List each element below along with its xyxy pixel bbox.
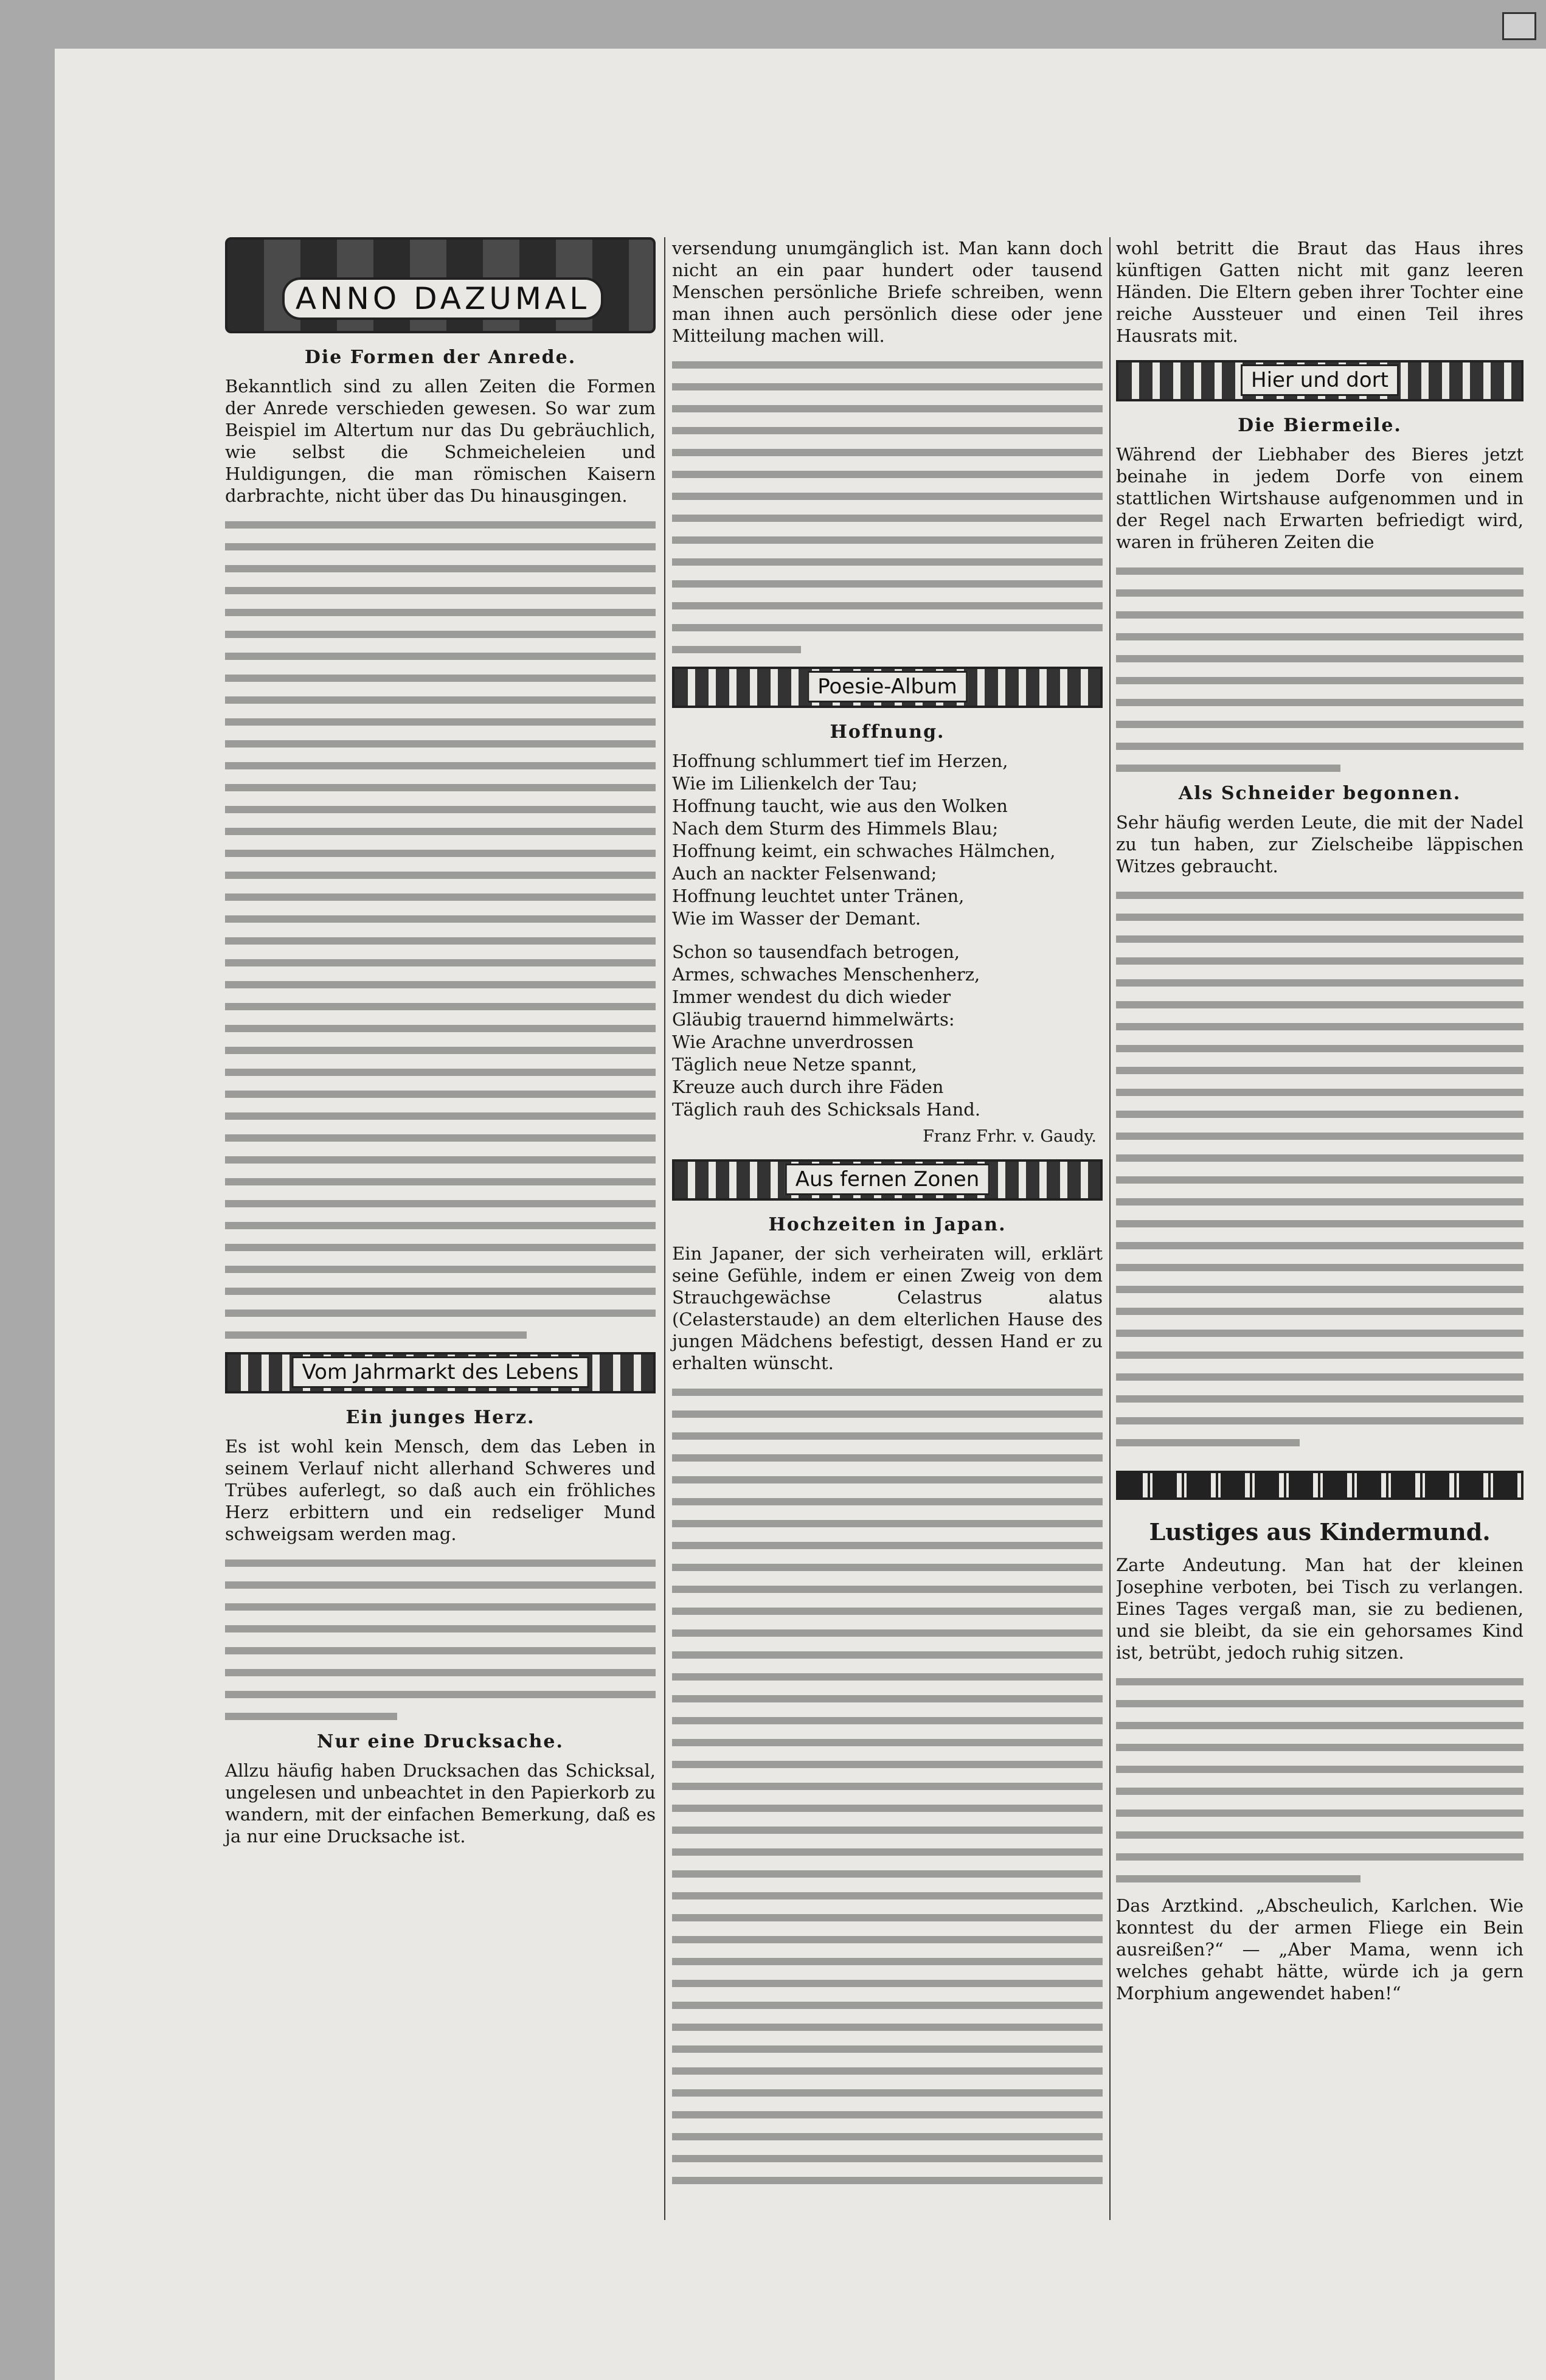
article-text: Es ist wohl kein Mensch, dem das Leben in seinem Verlauf nicht allerhand Schweres und Trübes auferlegt, so daß auch ein fröhliches Herz erbittern und ein redseliger Mund schweigsam werden mag. — [225, 1436, 656, 1544]
decorative-divider — [1116, 1471, 1523, 1500]
column-1 — [225, 237, 656, 1847]
poem-line: Täglich neue Netze spannt, — [672, 1054, 917, 1075]
poem-line — [672, 930, 1103, 941]
section-title: Lustiges aus Kindermund. — [1149, 1518, 1491, 1546]
column-rule — [1109, 237, 1111, 2220]
article-text: versendung unumgänglich ist. Man kann doch nicht an ein paar hundert oder tausend Menschen persönliche Briefe schreiben, wenn man ihnen auch persönlich diese oder jene Mitteilung machen will. — [672, 238, 1103, 346]
section-banner — [225, 1352, 656, 1393]
poem-line: Armes, schwaches Menschenherz, — [672, 964, 980, 985]
banner-label: Hier und dort — [1241, 364, 1399, 396]
column-3 — [1116, 237, 1523, 2004]
article-text-lines — [672, 361, 1103, 653]
article-text-lines — [225, 1559, 656, 1720]
poem-line: Gläubig trauernd himmelwärts: — [672, 1009, 955, 1030]
poem-line: Auch an nackter Felsenwand; — [672, 863, 937, 884]
column-rule — [664, 237, 665, 2220]
section-banner — [672, 1159, 1103, 1201]
poem-line: Kreuze auch durch ihre Fäden — [672, 1077, 944, 1097]
article-text-lines — [1116, 892, 1523, 1446]
section-title: Als Schneider begonnen. — [1178, 783, 1461, 804]
poem-line: Täglich rauh des Schicksals Hand. — [672, 1099, 981, 1120]
poem-line: Wie Arachne unverdrossen — [672, 1032, 914, 1052]
banner-label: Aus fernen Zonen — [785, 1164, 990, 1195]
section-title: Ein junges Herz. — [345, 1407, 535, 1428]
section-title: Nur eine Drucksache. — [317, 1731, 564, 1752]
poem-line: Hoffnung leuchtet unter Tränen, — [672, 886, 965, 906]
section-title: Die Biermeile. — [1238, 415, 1402, 436]
banner-label: Poesie-Album — [807, 671, 968, 703]
article-text: Das Arztkind. „Abscheulich, Karlchen. Wie konntest du der armen Fliege ein Bein ausreißen?“ — „Aber Mama, wenn ich welches gehabt hätte, würde ich ja gern Morphium angewendet haben!“ — [1116, 1895, 1523, 2004]
masthead-ornament — [225, 237, 656, 333]
masthead-title: ANNO DAZUMAL — [282, 277, 603, 320]
section-title: Die Formen der Anrede. — [304, 347, 577, 368]
section-title: Hochzeiten in Japan. — [768, 1214, 1007, 1235]
poem-author: Franz Frhr. v. Gaudy. — [923, 1127, 1097, 1146]
section-banner — [1116, 360, 1523, 401]
banner-label: Vom Jahrmarkt des Lebens — [292, 1356, 589, 1388]
article-text-lines — [225, 521, 656, 1339]
scan-edge-marker — [1502, 12, 1536, 40]
article-text: Zarte Andeutung. Man hat der kleinen Josephine verboten, bei Tisch zu verlangen. Eines Tages vergaß man, sie zu bedienen, und sie bleibt, da sie ein gehorsames Kind ist, betrübt, jedoch ruhig sitzen. — [1116, 1555, 1523, 1663]
poem-body — [672, 750, 1103, 1121]
article-text: wohl betritt die Braut das Haus ihres künftigen Gatten nicht mit ganz leeren Händen. Die Eltern geben ihrer Tochter eine reiche Aussteuer und einen Teil ihres Hausrats mit. — [1116, 238, 1523, 346]
poem-line: Schon so tausendfach betrogen, — [672, 942, 960, 962]
article-text-lines — [1116, 567, 1523, 772]
article-text: Ein Japaner, der sich verheiraten will, erklärt seine Gefühle, indem er einen Zweig von dem Strauchgewächse Celastrus alatus (Celasterstaude) an dem elterlichen Hause des jungen Mädchens befestigt, dessen Hand er zu erhalten wünscht. — [672, 1243, 1103, 1373]
column-2 — [672, 237, 1103, 2184]
poem-line: Hoffnung schlummert tief im Herzen, — [672, 751, 1008, 771]
article-text: Sehr häufig werden Leute, die mit der Nadel zu tun haben, zur Zielscheibe läppischen Witzes gebraucht. — [1116, 812, 1523, 876]
poem-line: Nach dem Sturm des Himmels Blau; — [672, 818, 999, 839]
poem-title: Hoffnung. — [830, 721, 945, 743]
article-text-lines — [1116, 1678, 1523, 1882]
article-text: Während der Liebhaber des Bieres jetzt beinahe in jedem Dorfe von einem stattlichen Wirtshause aufgenommen und in der Regel nach Erwarten befriedigt wird, waren in früheren Zeiten die — [1116, 444, 1523, 552]
poem-line: Hoffnung taucht, wie aus den Wolken — [672, 796, 1008, 816]
article-text: Bekanntlich sind zu allen Zeiten die Formen der Anrede verschieden gewesen. So war zum Beispiel im Altertum nur das Du gebräuchlich, wie selbst die Schmeicheleien und Huldigungen, die man römischen Kaisern darbrachte, nicht über das Du hinausgingen. — [225, 376, 656, 506]
article-text: Allzu häufig haben Drucksachen das Schicksal, ungelesen und unbeachtet in den Papierkorb zu wandern, mit der einfachen Bemerkung, daß es ja nur eine Drucksache ist. — [225, 1760, 656, 1847]
poem-line: Hoffnung keimt, ein schwaches Hälmchen, — [672, 841, 1056, 861]
article-text-lines — [672, 1389, 1103, 2184]
section-banner — [672, 667, 1103, 708]
poem-line: Wie im Lilienkelch der Tau; — [672, 773, 918, 794]
poem-line: Immer wendest du dich wieder — [672, 987, 951, 1007]
poem-line: Wie im Wasser der Demant. — [672, 908, 921, 929]
